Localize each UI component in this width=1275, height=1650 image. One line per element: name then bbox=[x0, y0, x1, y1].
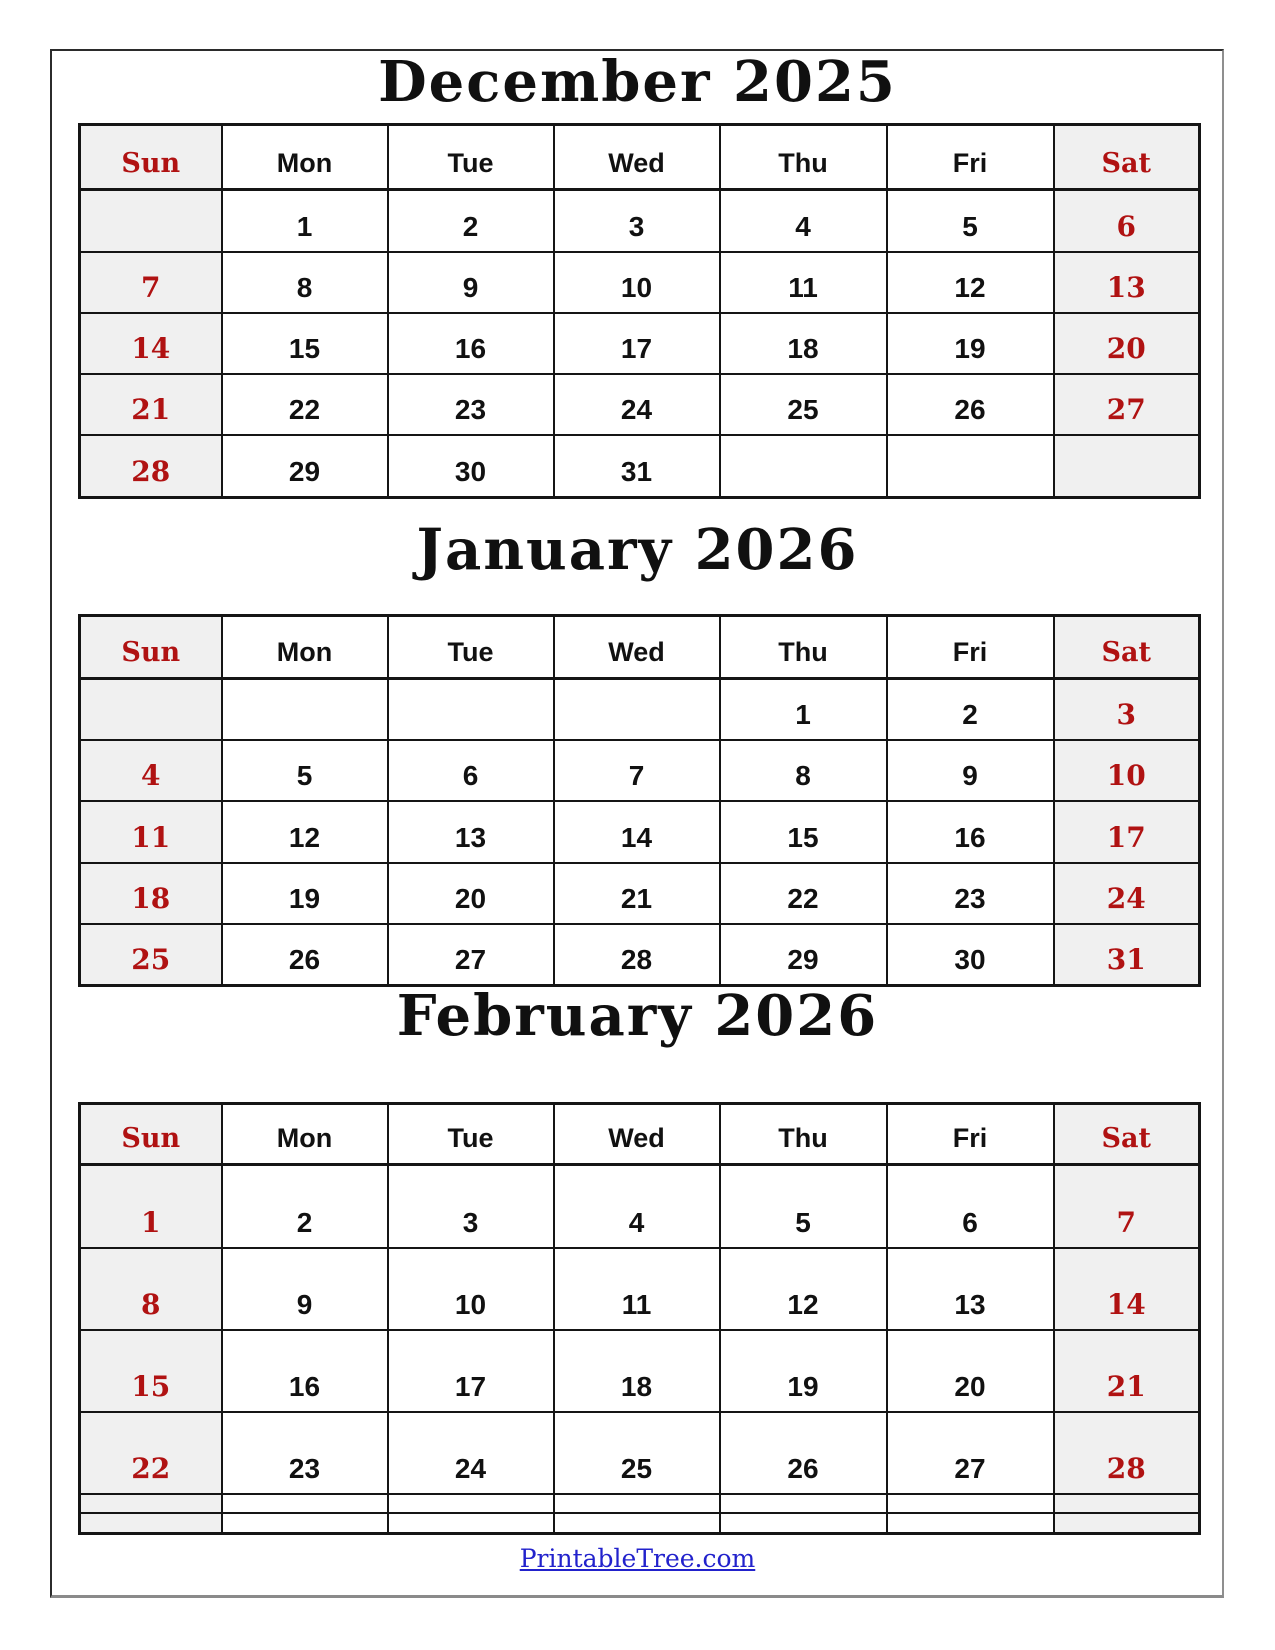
empty-date-cell bbox=[887, 1513, 1054, 1533]
date-cell: 25 bbox=[554, 1412, 720, 1494]
empty-date-cell bbox=[1054, 1494, 1200, 1513]
date-cell: 10 bbox=[554, 252, 720, 313]
week-row bbox=[80, 679, 1200, 741]
empty-date-cell bbox=[720, 1494, 887, 1513]
weekday-header-wed: Wed bbox=[554, 616, 720, 679]
date-cell: 30 bbox=[388, 435, 554, 497]
date-cell: 13 bbox=[887, 1248, 1054, 1330]
date-cell: 24 bbox=[388, 1412, 554, 1494]
date-cell: 11 bbox=[80, 801, 222, 862]
date-cell: 16 bbox=[388, 313, 554, 374]
printabletree-link[interactable]: PrintableTree.com bbox=[519, 1544, 756, 1573]
date-cell: 5 bbox=[720, 1165, 887, 1248]
empty-date-cell bbox=[80, 1494, 222, 1513]
date-cell: 1 bbox=[80, 1165, 222, 1248]
date-cell: 16 bbox=[222, 1330, 388, 1412]
empty-date-cell bbox=[222, 679, 388, 741]
date-cell: 20 bbox=[887, 1330, 1054, 1412]
date-cell: 22 bbox=[720, 863, 887, 924]
date-cell: 18 bbox=[720, 313, 887, 374]
date-cell: 13 bbox=[1054, 252, 1200, 313]
week-row bbox=[80, 924, 1200, 986]
date-cell: 3 bbox=[554, 190, 720, 252]
week-row bbox=[80, 863, 1200, 924]
empty-date-cell bbox=[554, 1513, 720, 1533]
date-cell: 2 bbox=[222, 1165, 388, 1248]
date-cell: 13 bbox=[388, 801, 554, 862]
date-cell: 11 bbox=[720, 252, 887, 313]
date-cell: 28 bbox=[1054, 1412, 1200, 1494]
empty-date-cell bbox=[80, 1513, 222, 1533]
weekday-header-fri: Fri bbox=[887, 616, 1054, 679]
weekday-header-thu: Thu bbox=[720, 125, 887, 190]
week-row bbox=[80, 374, 1200, 435]
date-cell: 17 bbox=[1054, 801, 1200, 862]
date-cell: 14 bbox=[1054, 1248, 1200, 1330]
date-cell: 6 bbox=[1054, 190, 1200, 252]
weekday-header-mon: Mon bbox=[222, 616, 388, 679]
date-cell: 19 bbox=[720, 1330, 887, 1412]
week-row bbox=[80, 1494, 1200, 1513]
date-cell: 22 bbox=[80, 1412, 222, 1494]
date-cell: 1 bbox=[222, 190, 388, 252]
date-cell: 10 bbox=[1054, 740, 1200, 801]
empty-date-cell bbox=[720, 435, 887, 497]
empty-date-cell bbox=[80, 679, 222, 741]
date-cell: 31 bbox=[1054, 924, 1200, 986]
month-title-january-2026: January 2026 bbox=[416, 517, 859, 583]
date-cell: 29 bbox=[222, 435, 388, 497]
date-cell: 24 bbox=[1054, 863, 1200, 924]
date-cell: 23 bbox=[388, 374, 554, 435]
date-cell: 7 bbox=[554, 740, 720, 801]
date-cell: 30 bbox=[887, 924, 1054, 986]
weekday-header-fri: Fri bbox=[887, 1104, 1054, 1165]
date-cell: 2 bbox=[388, 190, 554, 252]
weekday-header-tue: Tue bbox=[388, 125, 554, 190]
weekday-header-sun: Sun bbox=[80, 616, 222, 679]
week-row bbox=[80, 252, 1200, 313]
weekday-header-tue: Tue bbox=[388, 1104, 554, 1165]
date-cell: 28 bbox=[554, 924, 720, 986]
date-cell: 22 bbox=[222, 374, 388, 435]
weekday-header-sat: Sat bbox=[1054, 616, 1200, 679]
date-cell: 18 bbox=[80, 863, 222, 924]
date-cell: 8 bbox=[222, 252, 388, 313]
calendar-table-december-2025 bbox=[78, 123, 1201, 499]
calendar-table-february-2026 bbox=[78, 1102, 1201, 1535]
date-cell: 8 bbox=[80, 1248, 222, 1330]
week-row bbox=[80, 313, 1200, 374]
date-cell: 31 bbox=[554, 435, 720, 497]
date-cell: 4 bbox=[720, 190, 887, 252]
weekday-header-fri: Fri bbox=[887, 125, 1054, 190]
empty-date-cell bbox=[388, 1494, 554, 1513]
date-cell: 15 bbox=[222, 313, 388, 374]
month-title-december-2025: December 2025 bbox=[378, 49, 897, 115]
weekday-header-mon: Mon bbox=[222, 1104, 388, 1165]
date-cell: 27 bbox=[1054, 374, 1200, 435]
empty-date-cell bbox=[222, 1513, 388, 1533]
date-cell: 19 bbox=[887, 313, 1054, 374]
date-cell: 8 bbox=[720, 740, 887, 801]
date-cell: 12 bbox=[720, 1248, 887, 1330]
weekday-header-sun: Sun bbox=[80, 125, 222, 190]
date-cell: 28 bbox=[80, 435, 222, 497]
date-cell: 25 bbox=[80, 924, 222, 986]
weekday-header-wed: Wed bbox=[554, 1104, 720, 1165]
date-cell: 27 bbox=[388, 924, 554, 986]
date-cell: 23 bbox=[887, 863, 1054, 924]
date-cell: 3 bbox=[388, 1165, 554, 1248]
date-cell: 29 bbox=[720, 924, 887, 986]
empty-date-cell bbox=[388, 1513, 554, 1533]
empty-date-cell bbox=[554, 679, 720, 741]
week-row bbox=[80, 1248, 1200, 1330]
date-cell: 4 bbox=[80, 740, 222, 801]
date-cell: 12 bbox=[222, 801, 388, 862]
date-cell: 7 bbox=[80, 252, 222, 313]
date-cell: 18 bbox=[554, 1330, 720, 1412]
date-cell: 20 bbox=[1054, 313, 1200, 374]
empty-date-cell bbox=[80, 190, 222, 252]
weekday-header-sun: Sun bbox=[80, 1104, 222, 1165]
date-cell: 15 bbox=[80, 1330, 222, 1412]
date-cell: 26 bbox=[720, 1412, 887, 1494]
empty-date-cell bbox=[887, 435, 1054, 497]
calendar-table-january-2026 bbox=[78, 614, 1201, 987]
date-cell: 19 bbox=[222, 863, 388, 924]
empty-date-cell bbox=[1054, 435, 1200, 497]
date-cell: 17 bbox=[554, 313, 720, 374]
date-cell: 3 bbox=[1054, 679, 1200, 741]
date-cell: 20 bbox=[388, 863, 554, 924]
weekday-header-row bbox=[80, 616, 1200, 679]
empty-date-cell bbox=[554, 1494, 720, 1513]
date-cell: 1 bbox=[720, 679, 887, 741]
date-cell: 24 bbox=[554, 374, 720, 435]
week-row bbox=[80, 190, 1200, 252]
weekday-header-wed: Wed bbox=[554, 125, 720, 190]
date-cell: 21 bbox=[1054, 1330, 1200, 1412]
date-cell: 9 bbox=[388, 252, 554, 313]
date-cell: 5 bbox=[222, 740, 388, 801]
date-cell: 26 bbox=[887, 374, 1054, 435]
weekday-header-row bbox=[80, 1104, 1200, 1165]
date-cell: 7 bbox=[1054, 1165, 1200, 1248]
date-cell: 14 bbox=[80, 313, 222, 374]
week-row bbox=[80, 1513, 1200, 1533]
week-row bbox=[80, 1330, 1200, 1412]
date-cell: 4 bbox=[554, 1165, 720, 1248]
date-cell: 9 bbox=[222, 1248, 388, 1330]
date-cell: 25 bbox=[720, 374, 887, 435]
date-cell: 14 bbox=[554, 801, 720, 862]
date-cell: 2 bbox=[887, 679, 1054, 741]
date-cell: 12 bbox=[887, 252, 1054, 313]
week-row bbox=[80, 801, 1200, 862]
month-title-february-2026: February 2026 bbox=[396, 983, 879, 1049]
weekday-header-row bbox=[80, 125, 1200, 190]
empty-date-cell bbox=[222, 1494, 388, 1513]
weekday-header-sat: Sat bbox=[1054, 1104, 1200, 1165]
date-cell: 16 bbox=[887, 801, 1054, 862]
date-cell: 26 bbox=[222, 924, 388, 986]
week-row bbox=[80, 740, 1200, 801]
date-cell: 27 bbox=[887, 1412, 1054, 1494]
date-cell: 21 bbox=[80, 374, 222, 435]
date-cell: 10 bbox=[388, 1248, 554, 1330]
weekday-header-sat: Sat bbox=[1054, 125, 1200, 190]
date-cell: 23 bbox=[222, 1412, 388, 1494]
week-row bbox=[80, 1412, 1200, 1494]
date-cell: 9 bbox=[887, 740, 1054, 801]
week-row bbox=[80, 435, 1200, 497]
weekday-header-thu: Thu bbox=[720, 1104, 887, 1165]
date-cell: 6 bbox=[388, 740, 554, 801]
date-cell: 17 bbox=[388, 1330, 554, 1412]
date-cell: 21 bbox=[554, 863, 720, 924]
weekday-header-thu: Thu bbox=[720, 616, 887, 679]
empty-date-cell bbox=[1054, 1513, 1200, 1533]
week-row bbox=[80, 1165, 1200, 1248]
date-cell: 6 bbox=[887, 1165, 1054, 1248]
weekday-header-mon: Mon bbox=[222, 125, 388, 190]
weekday-header-tue: Tue bbox=[388, 616, 554, 679]
empty-date-cell bbox=[720, 1513, 887, 1533]
date-cell: 11 bbox=[554, 1248, 720, 1330]
date-cell: 5 bbox=[887, 190, 1054, 252]
empty-date-cell bbox=[887, 1494, 1054, 1513]
empty-date-cell bbox=[388, 679, 554, 741]
footer bbox=[0, 1544, 1275, 1573]
date-cell: 15 bbox=[720, 801, 887, 862]
